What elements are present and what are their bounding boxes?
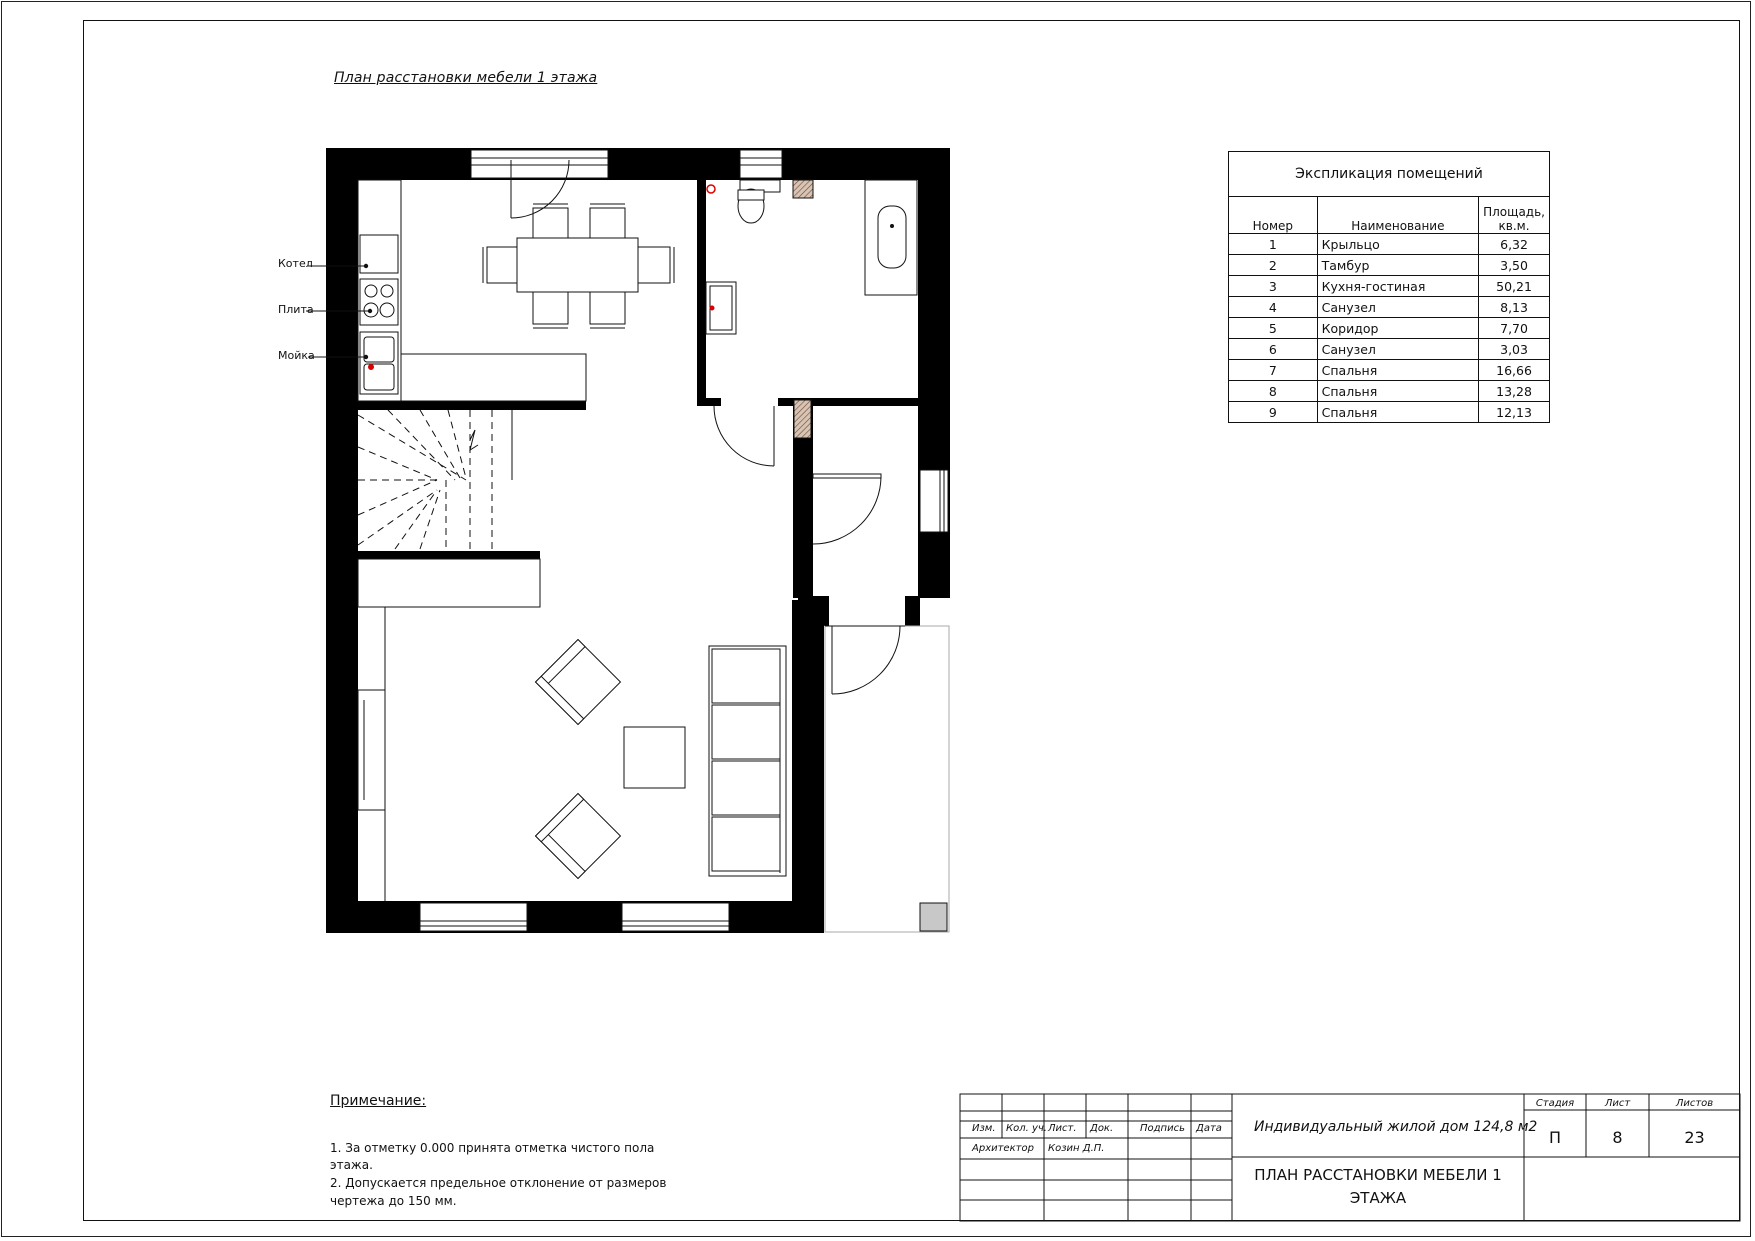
header-name: Наименование bbox=[1317, 197, 1478, 234]
tb-kol: Кол. уч. bbox=[1006, 1123, 1047, 1134]
header-num: Номер bbox=[1229, 197, 1318, 234]
tb-sheet-title-2: ЭТАЖА bbox=[1349, 1189, 1407, 1207]
label-moyka: Мойка bbox=[278, 349, 315, 362]
tb-role: Архитектор bbox=[972, 1143, 1034, 1154]
tb-stage-label: Стадия bbox=[1535, 1098, 1575, 1109]
table-row: 7 Спальня 16,66 bbox=[1229, 360, 1550, 381]
table-row: 1 Крыльцо 6,32 bbox=[1229, 234, 1550, 255]
notes-title: Примечание: bbox=[330, 1093, 427, 1109]
table-row: 8 Спальня 13,28 bbox=[1229, 381, 1550, 402]
table-row: 2 Тамбур 3,50 bbox=[1229, 255, 1550, 276]
tb-name: Козин Д.П. bbox=[1048, 1143, 1105, 1154]
table-row: 6 Санузел 3,03 bbox=[1229, 339, 1550, 360]
table-row: 4 Санузел 8,13 bbox=[1229, 297, 1550, 318]
header-area: Площадь, кв.м. bbox=[1479, 197, 1550, 234]
label-kotel: Котел bbox=[278, 257, 313, 270]
note-line-4: чертежа до 150 мм. bbox=[330, 1194, 457, 1208]
tb-sheet-label: Лист bbox=[1604, 1098, 1631, 1109]
tb-project: Индивидуальный жилой дом 124,8 м2 bbox=[1254, 1119, 1538, 1135]
tb-podpis: Подпись bbox=[1140, 1123, 1185, 1134]
label-plita: Плита bbox=[278, 303, 314, 316]
tb-stage: П bbox=[1548, 1128, 1562, 1147]
tb-data: Дата bbox=[1196, 1123, 1222, 1134]
note-line-3: 2. Допускается предельное отклонение от размеров bbox=[330, 1176, 667, 1190]
tb-sheet: 8 bbox=[1612, 1128, 1623, 1147]
tb-izm: Изм. bbox=[972, 1123, 996, 1134]
table-row: 5 Коридор 7,70 bbox=[1229, 318, 1550, 339]
table-row: 3 Кухня-гостиная 50,21 bbox=[1229, 276, 1550, 297]
tb-sheets-label: Листов bbox=[1675, 1098, 1714, 1109]
tb-dok: Док. bbox=[1090, 1123, 1114, 1134]
tb-sheets: 23 bbox=[1684, 1128, 1705, 1147]
tb-list: Лист. bbox=[1048, 1123, 1077, 1134]
explication-title: Экспликация помещений bbox=[1229, 152, 1550, 197]
note-line-1: 1. За отметку 0.000 принята отметка чистого пола bbox=[330, 1141, 655, 1155]
plan-title: План расстановки мебели 1 этажа bbox=[334, 70, 598, 86]
note-line-2: этажа. bbox=[330, 1158, 373, 1172]
table-row: 9 Спальня 12,13 bbox=[1229, 402, 1550, 423]
tb-sheet-title-1: ПЛАН РАССТАНОВКИ МЕБЕЛИ 1 bbox=[1254, 1166, 1502, 1184]
